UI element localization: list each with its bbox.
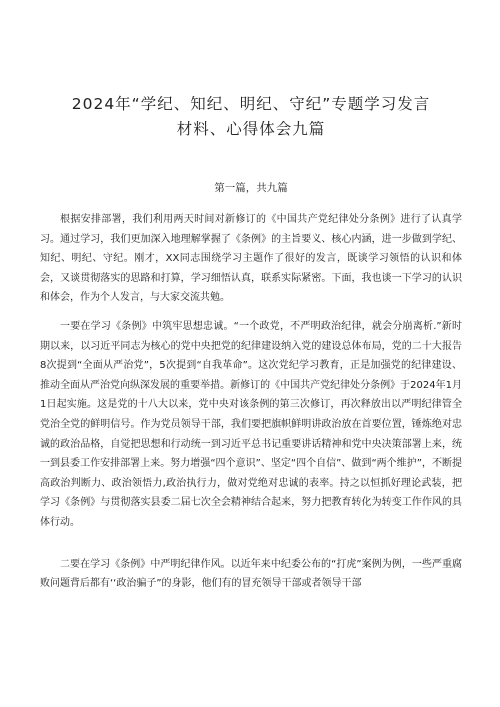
- paragraph-intro: 根据安排部署，我们利用两天时间对新修订的《中国共产党纪律处分条例》进行了认真学习。通过学习，我们更加深入地理解掌握了《条例》的主旨要义、核心内涵，进一步做到学纪、知纪、明纪、守纪。刚才，XX同志围绕学习主题作了很好的发言，既谈学习领悟的认识和体会，又谈贯彻落实的思路和打算，学习细悟认真，联系实际紧密。下面，我也谈一下学习的认识和体会，作为个人发言，与大家交流共勉。: [40, 214, 462, 304]
- paragraph-point-2: 二要在学习《条例》中严明纪律作风。以近年来中纪委公布的“打虎”案例为例，一些严重腐败问题背后都有‘‘政治骗子”的身影，他们有的冒充领导干部或者领导干部: [40, 558, 462, 590]
- title-line-1: 2024年“学纪、知纪、明纪、守纪”专题学习发言: [71, 95, 431, 113]
- title-line-2: 材料、心得体会九篇: [176, 120, 326, 138]
- document-title: [40, 0, 462, 142]
- section-heading: 第一篇，共九篇: [214, 182, 288, 194]
- paragraph-point-1: 一要在学习《条例》中筑牢思想忠诚。“一个政党，不严明政治纪律，就会分崩离析.”新时期以来，以习近平同志为核心的党中央把党的纪律建设纳入党的建设总体布局，党的二十大报告8次提到“全面从严治党”，5次提到“自我革命”。这次党纪学习教育，正是加强党的纪律建设、推动全面从严治党向纵深发展的重要举措。新修订的《中国共产党纪律处分条例》于2024年1月1日起实施。这是党的十八大以来，党中央对该条例的第三次修订，再次释放出以严明纪律管全党治全党的鲜明信号。作为党员领导干部，我们要把旗帜鲜明讲政治放在首要位置，锤炼绝对忠诚的政治品格，自觉把思想和行动统一到习近平总书记重要讲话精神和党中央决策部署上来，统一到县委工作安排部署上来。努力增强“四个意识”、坚定“四个自信”、做到“两个维护”，不断提高政治判断力、政治领悟力,政治执行力，做对党绝对忠诚的表率。持之以恒抓好理论武装，把学习《条例》与贯彻落实县委二届七次全会精神结合起来，努力把教育转化为转变工作作风的具体行动。: [40, 320, 462, 528]
